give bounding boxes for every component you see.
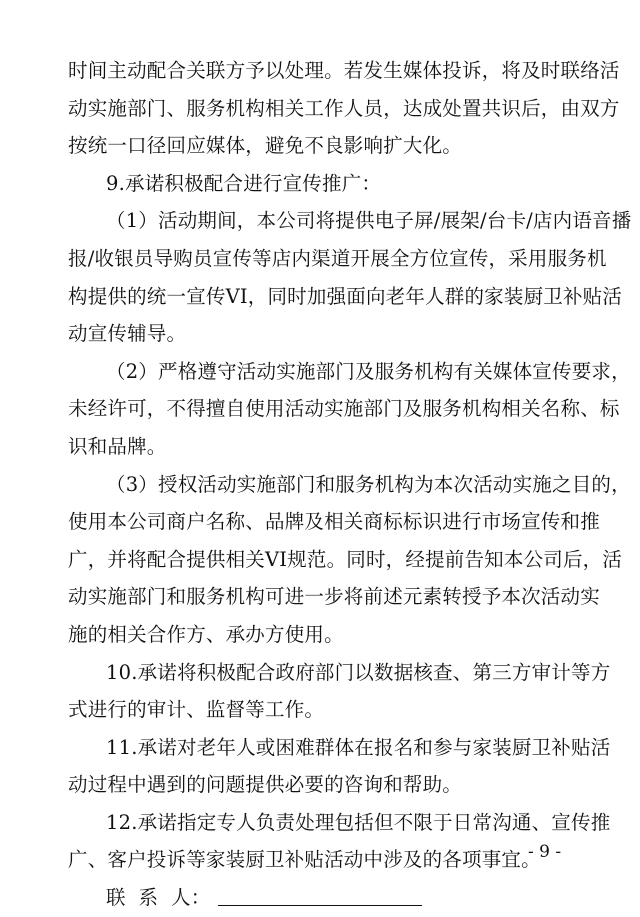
text-line: （3）授权活动实施部门和服务机构为本次活动实施之目的， — [106, 472, 631, 496]
text-line: 构提供的统一宣传VI，同时加强面向老年人群的家装厨卫补贴活 — [68, 284, 623, 308]
text-line: 按统一口径回应媒体，避免不良影响扩大化。 — [68, 134, 463, 158]
document-body — [68, 52, 632, 917]
text-line: 动实施部门和服务机构可进一步将前述元素转授予本次活动实 — [68, 585, 600, 609]
text-line: 广、客户投诉等家装厨卫补贴活动中涉及的各项事宜。 — [68, 848, 541, 872]
text-line: 报/收银员导购员宣传等店内渠道开展全方位宣传，采用服务机 — [68, 246, 607, 270]
text-line: 9.承诺积极配合进行宣传推广： — [106, 171, 382, 195]
text-line: 广，并将配合提供相关VI规范。同时，经提前告知本公司后，活 — [68, 547, 623, 571]
text-line: （1）活动期间，本公司将提供电子屏/展架/台卡/店内语音播 — [106, 209, 632, 233]
text-line: 施的相关合作方、承办方使用。 — [68, 622, 344, 646]
text-line: 未经许可，不得擅自使用活动实施部门及服务机构相关名称、标 — [68, 397, 620, 421]
page-number: - 9 - — [528, 842, 562, 862]
text-line: 动过程中遇到的问题提供必要的咨询和帮助。 — [68, 773, 463, 797]
text-line: 式进行的审计、监督等工作。 — [68, 698, 325, 722]
text-line: 动宣传辅导。 — [68, 322, 187, 346]
contact-person-row — [68, 879, 584, 917]
text-line: 12.承诺指定专人负责处理包括但不限于日常沟通、宣传推 — [106, 810, 611, 834]
contact-person-label: 联 系 人： — [106, 886, 211, 910]
text-line: 使用本公司商户名称、品牌及相关商标标识进行市场宣传和推 — [68, 510, 600, 534]
text-line: （2）严格遵守活动实施部门及服务机构有关媒体宣传要求， — [106, 359, 631, 383]
text-line: 动实施部门、服务机构相关工作人员，达成处置共识后，由双方 — [68, 96, 620, 120]
text-line: 识和品牌。 — [68, 434, 167, 458]
text-line: 10.承诺将积极配合政府部门以数据核查、第三方审计等方 — [106, 660, 611, 684]
paragraph-lines — [68, 52, 632, 879]
contact-person-blank[interactable] — [218, 904, 422, 906]
text-line: 时间主动配合关联方予以处理。若发生媒体投诉，将及时联络活 — [68, 59, 620, 82]
text-line: 11.承诺对老年人或困难群体在报名和参与家装厨卫补贴活 — [106, 735, 611, 759]
